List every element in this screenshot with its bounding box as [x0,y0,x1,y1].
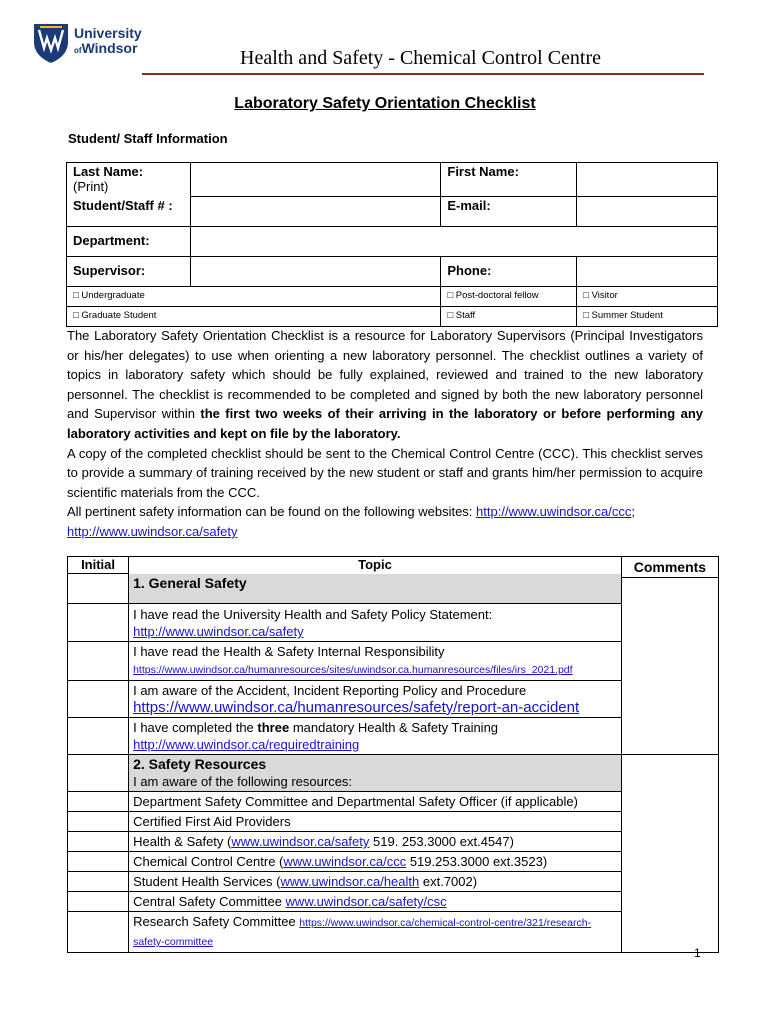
res5-pre: Student Health Services ( [133,874,281,889]
intro-text [67,326,703,542]
resource-ccc [129,852,622,872]
resource-central-safety [129,892,622,912]
initial-cell-r7[interactable] [68,912,129,953]
section-resources-title: 2. Safety Resources [133,756,267,772]
university-logo [32,22,144,66]
initial-cell-r4[interactable] [68,852,129,872]
link-separator: ; [631,504,635,520]
phone-field[interactable] [577,257,718,287]
col-comments-header: Comments [622,557,718,578]
logo-of: of [74,46,82,55]
col-topic-label: Topic [358,557,392,572]
checkbox-visitor[interactable]: □ Visitor [577,287,718,307]
initial-cell-1[interactable] [68,604,129,642]
checkbox-summer[interactable]: □ Summer Student [577,307,718,327]
student-staff-number-field[interactable] [190,197,440,227]
topic-training-pre: I have completed the [133,720,258,735]
checklist-table [67,556,719,953]
initial-cell-r5[interactable] [68,872,129,892]
link-ccc[interactable]: http://www.uwindsor.ca/ccc [476,504,632,520]
topic-irs-text: I have read the Health & Safety Internal Responsibility [133,644,445,659]
checkbox-staff[interactable]: □ Staff [441,307,577,327]
last-name-label-cell [67,163,191,197]
col-topic-header [129,557,622,574]
link-report-accident[interactable]: https://www.uwindsor.ca/humanresources/safety/report-an-accident [133,699,580,716]
link-irs-pdf[interactable]: https://www.uwindsor.ca/humanresources/sites/uwindsor.ca.humanresources/files/irs_2021.pdf [133,664,573,676]
link-res-health[interactable]: www.uwindsor.ca/health [280,874,420,889]
initial-cell-s2[interactable] [68,755,129,792]
topic-accident-text: I am aware of the Accident, Incident Reporting Policy and Procedure [133,683,527,698]
intro-paragraph-1 [67,326,703,444]
student-info-table [66,162,718,327]
comments-cell-1[interactable] [621,557,718,755]
intro-paragraph-2: A copy of the completed checklist should be sent to the Chemical Control Centre (CCC). This checklist serves to provide a summary of training received by the new student or staff and grants him/her permission to acquire scientific materials from the CCC. [67,445,703,500]
last-name-label: Last Name: [73,164,144,179]
section-label: Student/ Staff Information [68,131,228,146]
logo-line-windsor: Windsor [81,40,138,56]
initial-cell-s1[interactable] [68,574,129,604]
link-res-ccc[interactable]: www.uwindsor.ca/ccc [283,854,407,869]
res3-pre: Health & Safety ( [133,834,232,849]
intro-p1-text: The Laboratory Safety Orientation Checklist is a resource for Laboratory Supervisors (Principal Investigators or his/her delegates) to use when orienting a new laboratory personnel. The checklist outlines a variety of topics in laboratory safety which should be fully explained, reviewed and trained to the new laboratory personnel. The checklist is recommended to be completed and signed by both the new laboratory personnel and Supervisor within [67,328,703,422]
intro-p3-text: All pertinent safety information can be found on the following websites: [67,504,477,520]
department-label: Department: [67,227,191,257]
document-title: Laboratory Safety Orientation Checklist [234,95,536,112]
initial-cell-4[interactable] [68,718,129,755]
topic-training-post: mandatory Health & Safety Training [289,720,499,735]
res4-pre: Chemical Control Centre ( [133,854,284,869]
first-name-field[interactable] [577,163,718,197]
link-safety[interactable]: http://www.uwindsor.ca/safety [67,523,238,539]
checkbox-undergraduate[interactable]: □ Undergraduate [67,287,441,307]
link-res-safety[interactable]: www.uwindsor.ca/safety [231,834,370,849]
section-resources-header [129,755,621,791]
logo-wordmark [74,26,142,58]
link-safety-policy[interactable]: http://www.uwindsor.ca/safety [133,624,304,639]
topic-row-policy [129,604,622,642]
section-general-safety: 1. General Safety [129,574,622,604]
page-number: 1 [694,946,701,960]
topic-training-bold: three [257,720,290,735]
initial-cell-r3[interactable] [68,832,129,852]
supervisor-field[interactable] [190,257,440,287]
topic-row-accident [129,681,622,718]
resource-dept-committee: Department Safety Committee and Departmental Safety Officer (if applicable) [129,792,622,812]
res5-post: ext.7002) [419,874,478,889]
res3-post: 519. 253.3000 ext.4547) [369,834,514,849]
header-title: Health and Safety - Chemical Control Centre [240,47,602,69]
res6-pre: Central Safety Committee [133,894,286,909]
res7-pre: Research Safety Committee [133,914,300,929]
print-note: (Print) [73,179,109,194]
topic-row-training [129,718,622,755]
topic-row-irs [129,642,622,681]
initial-cell-r1[interactable] [68,792,129,812]
student-staff-number-label: Student/Staff # : [67,197,191,227]
topic-policy-text: I have read the University Health and Safety Policy Statement: [133,607,493,622]
intro-p1-bold: the first two weeks of their arriving in the laboratory or before performing any laboratory activities and kept on file by the laboratory. [67,406,703,441]
section-resources-sub: I am aware of the following resources: [133,774,353,789]
res4-post: 519.253.3000 ext.3523) [406,854,548,869]
initial-cell-3[interactable] [68,681,129,718]
email-field[interactable] [577,197,718,227]
col-initial-header: Initial [68,557,129,574]
department-field[interactable] [190,227,717,257]
supervisor-label: Supervisor: [67,257,191,287]
link-required-training[interactable]: http://www.uwindsor.ca/requiredtraining [133,737,360,752]
comments-cell-2[interactable] [621,755,718,953]
resource-health-safety [129,832,622,852]
initial-cell-r2[interactable] [68,812,129,832]
checkbox-graduate[interactable]: □ Graduate Student [67,307,441,327]
shield-icon [32,22,70,64]
initial-cell-r6[interactable] [68,892,129,912]
section-safety-resources [129,755,622,792]
header-rule [142,73,704,75]
resource-research-safety [129,912,622,953]
resource-first-aid: Certified First Aid Providers [129,812,622,832]
initial-cell-2[interactable] [68,642,129,681]
first-name-label: First Name: [441,163,577,197]
intro-paragraph-3 [67,502,703,541]
checkbox-postdoc[interactable]: □ Post-doctoral fellow [441,287,577,307]
link-res-research[interactable]: https://www.uwindsor.ca/chemical-control-centre/321/research-safety-committee [133,917,592,948]
last-name-field[interactable] [190,163,440,197]
email-label: E-mail: [441,197,577,227]
logo-line-university: University [74,25,142,41]
resource-student-health [129,872,622,892]
phone-label: Phone: [441,257,577,287]
link-res-csc[interactable]: www.uwindsor.ca/safety/csc [285,894,447,909]
